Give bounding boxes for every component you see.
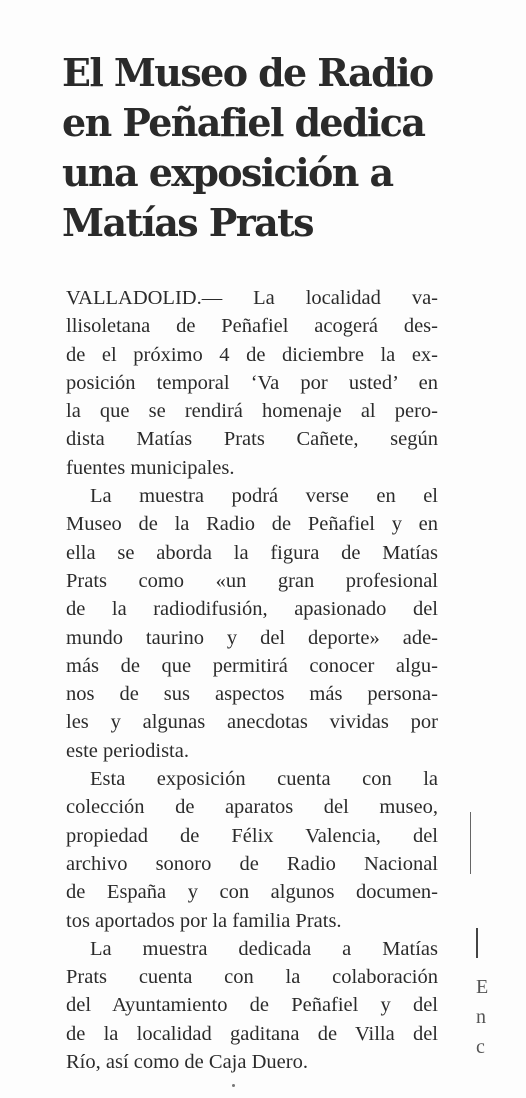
adjacent-column-fragment: c (476, 1036, 485, 1058)
text-line: de la radiodifusión, apasionado del (66, 598, 438, 621)
text-line: colección de aparatos del museo, (66, 796, 438, 819)
adjacent-column-fragment: n (476, 1006, 486, 1028)
text-line: Prats cuenta con la colaboración (66, 966, 438, 989)
text-line: propiedad de Félix Valencia, del (66, 824, 438, 847)
text-line: fuentes municipales. (66, 456, 235, 479)
text-line: llisoletana de Peñafiel acogerá des- (66, 315, 438, 338)
text-line: La muestra dedicada a Matías (90, 937, 438, 960)
headline-line: Matías Prats (62, 200, 313, 245)
text-line: posición temporal ‘Va por usted’ en (66, 371, 438, 394)
text-line: archivo sonoro de Radio Nacional (66, 852, 438, 875)
headline-line: una exposición a (62, 150, 393, 195)
text-line: les y algunas anecdotas vividas por (66, 711, 438, 734)
text-line: VALLADOLID.— La localidad va- (66, 287, 438, 309)
text-line: Prats como «un gran profesional (66, 569, 438, 592)
paragraph-3 (66, 765, 438, 935)
text-line: del Ayuntamiento de Peñafiel y del (66, 994, 438, 1017)
text-line: de la localidad gaditana de Villa del (66, 1022, 438, 1045)
text-line: nos de sus aspectos más persona- (66, 683, 438, 706)
column-rule-fragment (476, 928, 478, 958)
text-line: Museo de la Radio de Peñafiel y en (66, 513, 438, 536)
adjacent-column-fragment: E (476, 976, 489, 998)
text-line: tos aportados por la familia Prats. (66, 909, 342, 932)
text-line: dista Matías Prats Cañete, según (66, 428, 438, 451)
text-line: de España y con algunos documen- (66, 881, 438, 904)
text-line: este periodista. (66, 739, 189, 762)
text-line: la que se rendirá homenaje al pero- (66, 400, 438, 423)
text-line: Río, así como de Caja Duero. (66, 1051, 308, 1074)
headline-line: en Peñafiel dedica (62, 100, 425, 145)
headline (62, 48, 502, 248)
article-body (66, 284, 438, 1076)
headline-line: El Museo de Radio (62, 50, 433, 95)
text-line: mundo taurino y del deporte» ade- (66, 626, 438, 649)
column-rule-fragment (470, 812, 471, 874)
text-line: de el próximo 4 de diciembre la ex- (66, 343, 438, 366)
text-line: Esta exposición cuenta con la (90, 768, 438, 791)
text-line: La muestra podrá verse en el (90, 485, 438, 508)
text-line: más de que permitirá conocer algu- (66, 654, 438, 677)
paragraph-4 (66, 935, 438, 1076)
print-speck (232, 1084, 235, 1087)
text-line: ella se aborda la figura de Matías (66, 541, 438, 564)
paragraph-1 (66, 284, 438, 482)
paragraph-2 (66, 482, 438, 765)
